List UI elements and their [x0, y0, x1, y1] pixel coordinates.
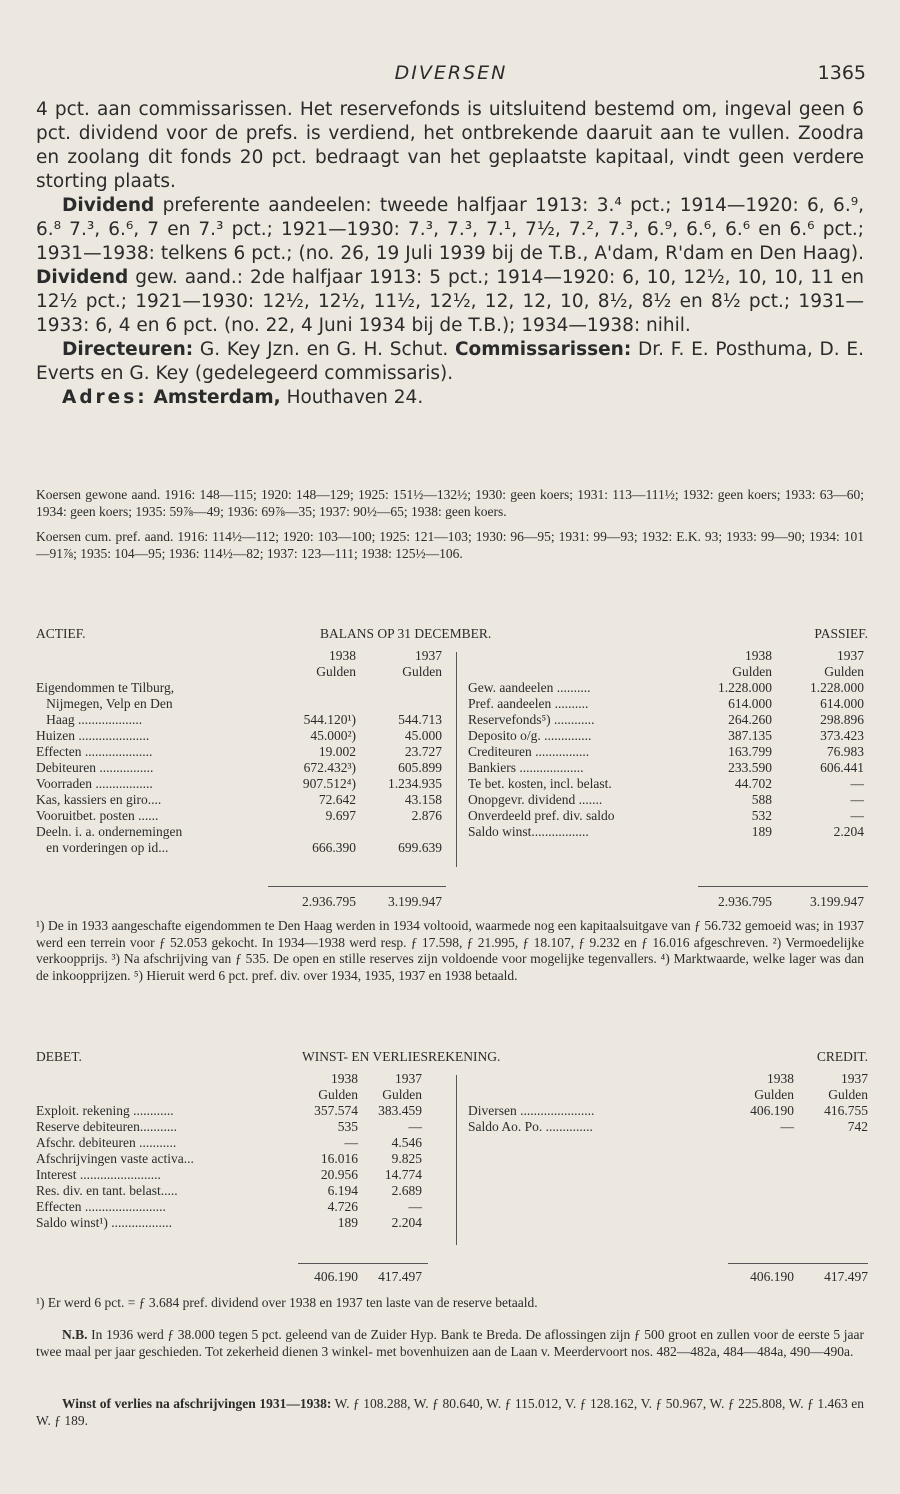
- debit-value-1938: 16.016: [320, 1151, 358, 1166]
- year-header: 1938: [745, 648, 772, 663]
- debit-label: Res. div. en tant. belast.....: [36, 1183, 178, 1198]
- unit-header: Gulden: [732, 664, 772, 679]
- asset-row: [36, 824, 446, 840]
- asset-row: [36, 840, 446, 856]
- asset-value-1938: 19.002: [318, 744, 356, 759]
- year-header: 1937: [837, 648, 864, 663]
- debit-row: [36, 1215, 446, 1231]
- asset-label: Kas, kassiers en giro....: [36, 792, 162, 807]
- credit-row: [468, 1103, 868, 1119]
- liability-value-1937: 1.228.000: [810, 680, 864, 695]
- asset-value-1938: 45.000²): [310, 728, 356, 743]
- debit-row: [36, 1183, 446, 1199]
- liability-row: [468, 680, 868, 696]
- credit-label: Diversen ......................: [468, 1103, 595, 1118]
- year-header: 1938: [329, 648, 356, 663]
- debit-label: Afschrijvingen vaste activa...: [36, 1151, 194, 1166]
- asset-value-1938: 9.697: [325, 808, 356, 823]
- year-header: 1938: [767, 1071, 794, 1086]
- profit-history-text: W. ƒ 108.288, W. ƒ 80.640, W. ƒ 115.012, V. ƒ 128.162, V. ƒ 50.967, W. ƒ 225.808, W. ƒ 1.463 en W. ƒ 189.: [36, 1396, 864, 1428]
- liability-row: [468, 808, 868, 824]
- debit-value-1938: 6.194: [327, 1183, 358, 1198]
- debit-total-1937: 417.497: [378, 1269, 422, 1284]
- balance-footnote-text: ¹) De in 1933 aangeschafte eigendommen te Den Haag werden in 1934 voltooid, waarmede nog een kapitaalsuitgave van ƒ 56.732 gemoeid was; in 1937 werd een terrein voor ƒ 52.053 gekocht. In 1934—1938 werd resp. ƒ 17.598, ƒ 21.995, ƒ 18.107, ƒ 9.232 en ƒ 16.016 afgeschreven. ²) Vermoedelijke verkoopprijs. ³) Na afschrijving van ƒ 535. De open en stille reserves zijn voldoende voor mogelijke tegenvallers. ⁴) Marktwaarde, welke lager was dan de inkoopprijzen. ⁵) Hieruit werd 6 pct. pref. div. over 1934, 1935, 1937 en 1938 betaald.: [36, 918, 864, 983]
- liability-label: Onverdeeld pref. div. saldo: [468, 808, 615, 823]
- asset-total-1937: 3.199.947: [388, 894, 442, 909]
- year-header: 1937: [415, 648, 442, 663]
- balance-right-title: PASSIEF.: [814, 626, 868, 641]
- credit-rows: [468, 1103, 868, 1135]
- debit-value-1937: —: [408, 1119, 422, 1134]
- debit-value-1937: 383.459: [378, 1103, 422, 1118]
- directors-text: G. Key Jzn. en G. H. Schut.: [193, 339, 455, 360]
- credit-value-1938: 406.190: [750, 1103, 794, 1118]
- debit-total-1938: 406.190: [314, 1269, 358, 1284]
- pl-footnote-text: ¹) Er werd 6 pct. = ƒ 3.684 pref. dividend over 1938 en 1937 ten laste van de reserve betaald.: [36, 1295, 538, 1310]
- pl-credit: [468, 1071, 868, 1284]
- debit-value-1938: 20.956: [320, 1167, 358, 1182]
- liability-value-1938: 189: [751, 824, 772, 839]
- liability-value-1938: 163.799: [728, 744, 772, 759]
- dividend-label-2: Dividend: [36, 267, 129, 288]
- pl-footnote: [36, 1295, 864, 1312]
- unit-header: Gulden: [318, 1087, 358, 1102]
- liability-value-1937: —: [850, 808, 864, 823]
- credit-row: [468, 1119, 868, 1135]
- year-header: 1937: [841, 1071, 868, 1086]
- total-rule: [298, 1263, 428, 1264]
- credit-label: Saldo Ao. Po. ..............: [468, 1119, 593, 1134]
- liability-row: [468, 792, 868, 808]
- unit-header: Gulden: [402, 664, 442, 679]
- asset-value-1937: 699.639: [398, 840, 442, 855]
- company-text: [36, 98, 864, 410]
- debit-value-1937: 4.546: [391, 1135, 422, 1150]
- liability-label: Reservefonds⁵) ............: [468, 712, 595, 727]
- asset-row: [36, 744, 446, 760]
- unit-header: Gulden: [382, 1087, 422, 1102]
- commissioners-label: Commissarissen:: [454, 339, 632, 360]
- liability-row: [468, 776, 868, 792]
- credit-total-1937: 417.497: [824, 1269, 868, 1284]
- debit-row: [36, 1151, 446, 1167]
- pl-right-title: CREDIT.: [816, 1049, 868, 1064]
- asset-row: [36, 808, 446, 824]
- running-title: DIVERSEN: [394, 62, 508, 84]
- asset-value-1937: 1.234.935: [388, 776, 442, 791]
- liability-row: [468, 760, 868, 776]
- asset-row: [36, 760, 446, 776]
- liability-value-1938: 387.135: [728, 728, 772, 743]
- debit-label: Effecten ........................: [36, 1199, 166, 1214]
- liability-value-1937: 606.441: [820, 760, 864, 775]
- asset-label: en vorderingen op id...: [36, 840, 169, 855]
- liability-value-1938: 588: [751, 792, 772, 807]
- unit-header: Gulden: [316, 664, 356, 679]
- year-header: 1937: [395, 1071, 422, 1086]
- debit-row: [36, 1167, 446, 1183]
- asset-row: [36, 776, 446, 792]
- pl-left-title: DEBET.: [36, 1049, 82, 1064]
- debit-value-1937: 2.689: [391, 1183, 422, 1198]
- liability-value-1937: —: [850, 776, 864, 791]
- asset-row: [36, 680, 446, 696]
- debit-value-1937: 14.774: [384, 1167, 422, 1182]
- liability-value-1938: 1.228.000: [718, 680, 772, 695]
- asset-label: Vooruitbet. posten ......: [36, 808, 159, 823]
- paragraph-address: [36, 386, 864, 410]
- asset-value-1937: 43.158: [404, 792, 442, 807]
- liability-value-1937: 614.000: [820, 696, 864, 711]
- debit-row: [36, 1135, 446, 1151]
- debit-row: [36, 1119, 446, 1135]
- debit-value-1938: 535: [337, 1119, 358, 1134]
- asset-value-1938: 672.432³): [303, 760, 356, 775]
- asset-row: [36, 728, 446, 744]
- unit-header: Gulden: [824, 664, 864, 679]
- pl-divider: [456, 1075, 457, 1245]
- liability-label: Deposito o/g. ..............: [468, 728, 592, 743]
- asset-label: Haag ...................: [36, 712, 143, 727]
- address-text: Houthaven 24.: [280, 387, 424, 408]
- asset-label: Effecten ....................: [36, 744, 153, 759]
- debit-rows: [36, 1103, 446, 1231]
- asset-value-1937: 544.713: [398, 712, 442, 727]
- debit-value-1938: —: [344, 1135, 358, 1150]
- page-header: [36, 62, 866, 88]
- asset-value-1937: 605.899: [398, 760, 442, 775]
- page-number: 1365: [817, 62, 866, 84]
- debit-label: Interest ........................: [36, 1167, 161, 1182]
- credit-total-1938: 406.190: [750, 1269, 794, 1284]
- year-header: 1938: [331, 1071, 358, 1086]
- balance-sheet: [36, 626, 868, 911]
- asset-value-1938: 544.120¹): [303, 712, 356, 727]
- liability-value-1938: 233.590: [728, 760, 772, 775]
- liability-value-1938: 44.702: [734, 776, 772, 791]
- balance-left-title: ACTIEF.: [36, 626, 86, 641]
- liability-label: Gew. aandeelen ..........: [468, 680, 591, 695]
- liability-value-1938: 532: [751, 808, 772, 823]
- liability-value-1937: 2.204: [833, 824, 864, 839]
- profit-history-label: Winst of verlies na afschrijvingen 1931—1938:: [62, 1396, 332, 1411]
- debit-value-1938: 189: [337, 1215, 358, 1230]
- liability-label: Saldo winst.................: [468, 824, 589, 839]
- address-city: Amsterdam,: [153, 387, 281, 408]
- asset-value-1938: 666.390: [312, 840, 356, 855]
- asset-label: Nijmegen, Velp en Den: [36, 696, 173, 711]
- debit-value-1937: 9.825: [391, 1151, 422, 1166]
- total-rule: [268, 886, 446, 887]
- credit-value-1937: 416.755: [824, 1103, 868, 1118]
- debit-value-1938: 4.726: [327, 1199, 358, 1214]
- liability-row: [468, 744, 868, 760]
- asset-row: [36, 712, 446, 728]
- unit-header: Gulden: [754, 1087, 794, 1102]
- quotes-preferred: Koersen cum. pref. aand. 1916: 114½—112; 1920: 103—100; 1925: 121—103; 1930: 96—95; 1931: 99—93; 1932: E.K. 93; 1933: 99—90; 1934: 101—91⅞; 1935: 104—95; 1936: 114½—82; 1937: 123—111; 1938: 125½—106.: [36, 529, 864, 561]
- total-rule: [698, 886, 868, 887]
- liability-value-1937: —: [850, 792, 864, 807]
- balance-divider: [456, 652, 457, 867]
- liability-label: Bankiers ...................: [468, 760, 584, 775]
- liability-rows: [468, 680, 868, 840]
- balance-assets: [36, 648, 446, 909]
- liability-value-1937: 76.983: [826, 744, 864, 759]
- asset-label: Huizen .....................: [36, 728, 150, 743]
- debit-value-1937: —: [408, 1199, 422, 1214]
- asset-rows: [36, 680, 446, 856]
- debit-row: [36, 1199, 446, 1215]
- asset-value-1937: 2.876: [411, 808, 442, 823]
- paragraph-reserve: 4 pct. aan commissarissen. Het reservefonds is uitsluitend bestemd om, ingeval geen 6 pct. dividend voor de prefs. is verdiend, het ontbrekende daaruit aan te vullen. Zoodra en zoolang dit fonds 20 pct. bedraagt van het geplaatste kapitaal, vindt geen verdere storting plaats.: [36, 99, 864, 192]
- asset-value-1938: 72.642: [318, 792, 356, 807]
- asset-total-1938: 2.936.795: [302, 894, 356, 909]
- liability-value-1937: 373.423: [820, 728, 864, 743]
- pl-title: WINST- EN VERLIESREKENING.: [302, 1049, 501, 1064]
- liability-label: Crediteuren ................: [468, 744, 590, 759]
- debit-value-1938: 357.574: [314, 1103, 358, 1118]
- liability-label: Pref. aandeelen ..........: [468, 696, 589, 711]
- liability-row: [468, 824, 868, 840]
- paragraph-directors: [36, 338, 864, 386]
- quotes-ordinary: Koersen gewone aand. 1916: 148—115; 1920: 148—129; 1925: 151½—132½; 1930: geen koers; 1931: 113—111½; 1932: geen koers; 1933: 63—60; 1934: geen koers; 1935: 59⅞—49; 1936: 69⅞—35; 1937: 90½—65; 1938: geen koers.: [36, 487, 864, 519]
- liability-row: [468, 712, 868, 728]
- nb-text: In 1936 werd ƒ 38.000 tegen 5 pct. geleend van de Zuider Hyp. Bank te Breda. De aflossingen zijn ƒ 500 groot en zullen voor de eerste 5 jaar twee maal per jaar geschieden. Tot zekerheid dienen 3 winkel- met bovenhuizen aan de Laan v. Meerdervoort nos. 482—482a, 484—484a, 490—490a.: [36, 1327, 864, 1359]
- asset-row: [36, 696, 446, 712]
- dividend-pref-text: preferente aandeelen: tweede halfjaar 1913: 3.⁴ pct.; 1914—1920: 6, 6.⁹, 6.⁸ 7.³, 6.⁶, 7 en 7.³ pct.; 1921—1930: 7.³, 7.³, 7.¹, 7½, 7.², 7.³, 6.⁹, 6.⁶, 6.⁶ en 6.⁶ pct.; 1931—1938: telkens 6 pct.; (no. 26, 19 Juli 1939 bij de T.B., A'dam, R'dam en Den Haag).: [36, 195, 864, 264]
- pl-debit: [36, 1071, 446, 1284]
- liability-row: [468, 696, 868, 712]
- total-rule: [728, 1263, 868, 1264]
- balance-footnotes: [36, 918, 864, 984]
- asset-label: Debiteuren ................: [36, 760, 154, 775]
- debit-value-1937: 2.204: [391, 1215, 422, 1230]
- liability-label: Te bet. kosten, incl. belast.: [468, 776, 612, 791]
- nb-label: N.B.: [62, 1327, 88, 1342]
- debit-label: Exploit. rekening ............: [36, 1103, 174, 1118]
- credit-value-1937: 742: [847, 1119, 868, 1134]
- liability-total-1938: 2.936.795: [718, 894, 772, 909]
- credit-value-1938: —: [780, 1119, 794, 1134]
- liability-row: [468, 728, 868, 744]
- profit-loss-account: [36, 1049, 868, 1284]
- liability-value-1937: 298.896: [820, 712, 864, 727]
- commissioners-text: Dr. F. E. Posthuma, D. E. Everts en G. Key (gedelegeerd commissaris).: [36, 339, 864, 384]
- unit-header: Gulden: [828, 1087, 868, 1102]
- debit-label: Afschr. debiteuren ...........: [36, 1135, 177, 1150]
- directors-label: Directeuren:: [62, 339, 194, 360]
- quotes-section: [36, 487, 864, 562]
- dividend-label: Dividend: [62, 195, 155, 216]
- asset-value-1938: 907.512⁴): [302, 776, 356, 791]
- paragraph-dividend: [36, 194, 864, 338]
- dividend-gew-text: gew. aand.: 2de halfjaar 1913: 5 pct.; 1914—1920: 6, 10, 12½, 10, 10, 11 en 12½ pct.; 1921—1930: 12½, 12½, 11½, 12½, 12, 12, 10, 8½, 8½ en 8½ pct.; 1931—1933: 6, 4 en 6 pct. (no. 22, 4 Juni 1934 bij de T.B.); 1934—1938: nihil.: [36, 267, 864, 336]
- asset-label: Voorraden .................: [36, 776, 153, 791]
- debit-row: [36, 1103, 446, 1119]
- liability-value-1938: 614.000: [728, 696, 772, 711]
- asset-value-1937: 23.727: [404, 744, 442, 759]
- liability-value-1938: 264.260: [728, 712, 772, 727]
- debit-label: Saldo winst¹) ..................: [36, 1215, 173, 1230]
- balance-liabilities: [468, 648, 868, 909]
- asset-value-1937: 45.000: [404, 728, 442, 743]
- address-label: Adres:: [62, 387, 148, 408]
- profit-history: [36, 1396, 864, 1429]
- liability-label: Onopgevr. dividend .......: [468, 792, 603, 807]
- asset-row: [36, 792, 446, 808]
- debit-label: Reserve debiteuren...........: [36, 1119, 177, 1134]
- asset-label: Deeln. i. a. ondernemingen: [36, 824, 183, 839]
- asset-label: Eigendommen te Tilburg,: [36, 680, 175, 695]
- balance-title: BALANS OP 31 DECEMBER.: [320, 626, 492, 641]
- nb-note: [36, 1327, 864, 1360]
- liability-total-1937: 3.199.947: [810, 894, 864, 909]
